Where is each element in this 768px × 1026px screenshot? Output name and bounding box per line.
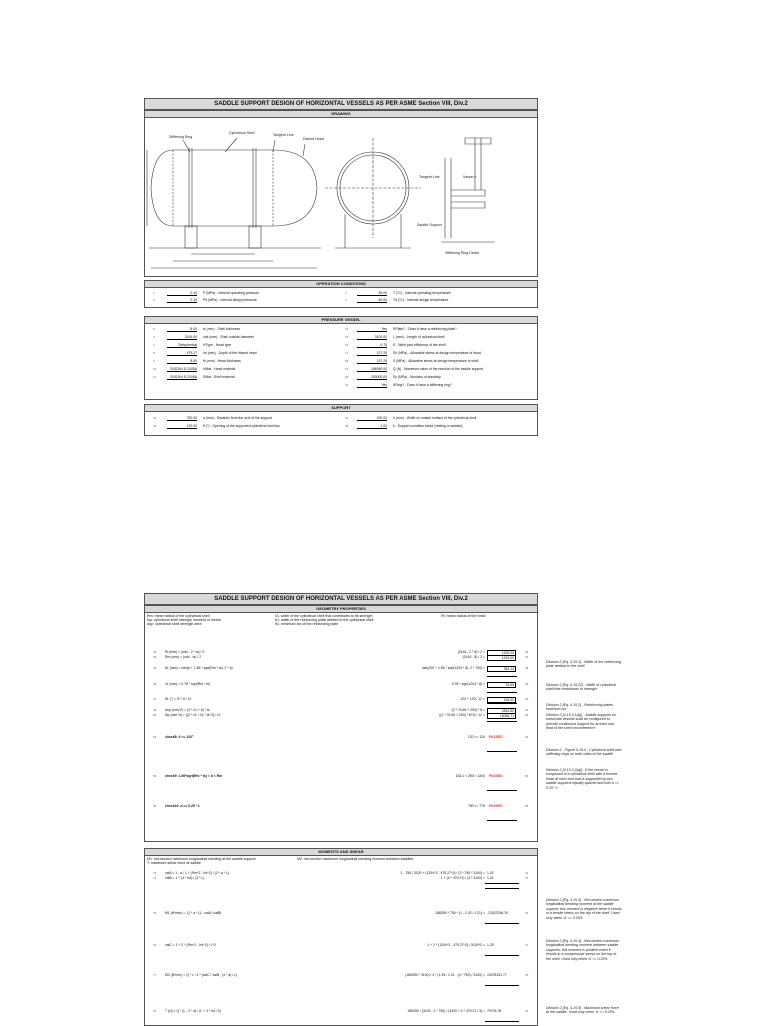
sup-row-value: 750.00 [167,416,197,421]
ms-formula: M2 (N*mm) = Q * L / 4 * (valC / valB - (4 * a) / L) [165,973,238,977]
ms-note: Division 2 [Eq. 4.15.5] - Maximum shear force at the saddle. Used only when 'a' <= 0.25*L [546,1006,619,1015]
ms-calc: 1 + (4 * 479.27) / (3 * 3100) = [440,876,485,880]
pv-row-num-2: 15 [345,335,349,339]
geo-num-2: 49 [525,682,529,686]
check-num-2: 54 [525,774,529,778]
check-num: 51 [153,735,157,739]
legend-theta1: θ1: minimum arc of the reinforcing plate [275,622,339,626]
pv-row-label-2: Q (N) - Maximum value of the reaction of the saddle support [393,367,484,371]
pv-row-num: 8 [153,351,155,355]
pv-row-value-2: Yes [357,327,387,332]
op-row-num: 2 [153,298,155,302]
ms-underline [485,883,519,884]
geo-note: Division 2 [Eq. 4.15.1] - Width of the reinforcing plate welded to the shell [546,660,622,669]
pv-row-value-2: 137.29 [357,359,387,364]
ms-num: 76 [153,943,157,947]
check-underline [487,790,517,791]
geo-num-2: 46 [525,650,529,654]
geo-num: 46 [153,666,157,670]
ms-value: 79703.78 [487,1009,502,1013]
sup-row-num: 22 [153,416,157,420]
pv-row-label: HMat - Head material [203,367,236,371]
geo-calc: (2416 - 8) / 2 = [462,655,485,659]
pv-row-num-2: 18 [345,359,349,363]
pv-row-num: 11 [153,375,157,379]
pv-row-num-2: 21 [345,383,349,387]
check-status: PASSED [489,804,503,808]
ms-value: 1.21 [487,876,494,880]
pv-row-num-2: 17 [345,351,349,355]
ms-underline [485,888,519,889]
label-tangent-line: Tangent Line [273,133,294,137]
geo-num: 45 [153,650,157,654]
geo-formula: Rt (mm) = (ods - 2 * ts) / 2 [165,650,205,654]
pressure-vessel-header: PRESSURE VESSEL [145,317,537,324]
ms-num: 77 [153,973,157,977]
geo-num: 48 [153,682,157,686]
check-underline [487,751,517,752]
ms-note: Division 2 [Eq. 4.15.3] - Net-section maximum longitudinal bending moment at the saddle support; this moment is negative when it results in a tensile stress on the top of the shell. Used only when 'a' <= 0.25*L [546,898,622,920]
label-cylindrical-shell: Cylindrical Shell [229,131,255,135]
op-row-value-2: 60.00 [357,298,387,303]
sup-row-num-2: 25 [345,424,349,428]
sup-row-value: 120.00 [167,424,197,429]
label-stiffening-detail: Stiffening Ring Detail [445,251,479,255]
pv-row-label: hd (mm) - Depth of the dished head [203,351,257,355]
geo-num: 49 [153,708,157,712]
pv-row-num-2: 14 [345,327,349,331]
pv-row-label-2: Sh (MPa) - Allowable stress at design temperature of head [393,351,481,355]
check-formula: check10: a <= 0.25 * L [165,804,201,808]
pv-row-label: SMat - Shell material [203,375,235,379]
op-row-num-2: 4 [345,298,347,302]
legend-t: T: maximum shear force at saddle [147,861,201,865]
geo-formula: Rm (mm) = (ods - ts) / 2 [165,655,202,659]
sup-row-label-2: b (mm) - Width of contact surface of the cylindrical shell [393,416,477,420]
ms-num-2: 77 [525,943,529,947]
ms-value: 1.25 [487,943,494,947]
label-saddle-support: Saddle Support [417,223,442,227]
geo-value: 76.55 [487,682,516,688]
pv-row-label-2: Ey (MPa) - Modulus of elasticity [393,375,441,379]
geo-num-2: 48 [525,666,529,670]
vessel-side-outline [151,150,317,226]
pv-row-label: th (mm) - Head thickness [203,359,241,363]
ms-calc: 186390 * (3100 - 2 * 750) / (3100 + 4 * 479.27 / 3) = [407,1009,485,1013]
support-section [144,404,538,436]
pv-row-label-2: RPlate? - Does it have a reinforcing plate? [393,327,457,331]
pv-row-label-2: L (mm) - Length of cylindrical shell [393,335,445,339]
pv-row-num: 7 [153,343,155,347]
geo-value: 15066.71 [487,713,516,719]
ms-formula: T (N) = Q * (L - 2 * a) / (L + 4 * hd / 3) [165,1009,221,1013]
geo-num-2: 47 [525,655,529,659]
pressure-vessel-section [144,316,538,400]
label-stiffening-ring: Stiffening Ring [169,135,193,139]
detail-shell [445,158,451,238]
pv-row-label: ods (mm) - Shell outside diameter [203,335,254,339]
ms-num: 74 [153,876,157,880]
ms-num-2: 74 [525,871,529,875]
pv-row-value: 8.00 [167,327,197,332]
label-vessel: Vessel c [463,175,477,179]
legend-rm: Rm: mean radius of the cylindrical shell [147,614,210,618]
geo-num: 45 [153,655,157,659]
geo-value: 1200.00 [487,650,516,656]
geo-value: 2824.80 [487,708,516,714]
legend-asp: Asp: cylindrical shell strength area [147,622,202,626]
legend-rt: Rt: mean radius of the head [441,614,486,618]
sheet-1-title: SADDLE SUPPORT DESIGN OF HORIZONTAL VESSELS AS PER ASME Section VIII, Div.2 [144,98,538,110]
geo-note: Division 2 [Eq. 4.15.2] - Reinforcing plates minimum arc [546,703,613,712]
check-note: Division 2 [4.15.3.1(b)] - Saddle supports for horizontal vessels shall be configured to provide continuous support for at least one-third of the shell circumference [546,713,617,731]
geo-note: Division 2 [Eq. 4.15.22] - Width of cylindrical shell that contributes to strength [546,683,617,692]
ms-num-2: 76 [525,911,529,915]
pv-row-num: 5 [153,327,155,331]
check-num: 53 [153,804,157,808]
geo-formula: Isp (mm^4) = ((2 * x1 + b) * ts^3) / 12 [165,713,221,717]
ms-num-2: 79 [525,1009,529,1013]
geo-num-2: 52 [525,713,529,717]
op-row-num: 1 [153,291,155,295]
pv-row-num: 9 [153,359,155,363]
pv-row-label-2: SRing? - Does it have a stiffening ring? [393,383,452,387]
geo-formula: θ1 (°) = θ + θ / 12 [165,697,192,701]
check-calc: 120 >= 120 [467,735,485,739]
ms-formula: valA = 1 - a / L + (Rm^2 - hd^2) / (2 * a * L) [165,871,229,875]
ms-num: 78 [153,1009,157,1013]
pv-row-value: SUS304 S-2008A [167,375,197,380]
op-row-value: 0.10 [167,291,197,296]
geo-num: 50 [153,713,157,717]
check-status: PASSED [489,774,503,778]
sup-row-num: 23 [153,424,157,428]
geo-calc: 120 + 120 / 12 = [460,697,485,701]
ms-underline [485,1021,519,1022]
ms-underline [485,955,519,956]
label-dished-head: Dished Head [303,137,324,141]
pv-row-value-2: 0.70 [357,343,387,348]
geo-value: 353.13 [487,666,516,672]
moments-header: MOMENTS AND SHEAR [145,849,537,856]
check-num-2: 53 [525,735,529,739]
sup-row-value-2: 200.00 [357,416,387,421]
support-header: SUPPORT [145,405,537,412]
geo-calc: min(200 + 1.56 * sqrt(1204 * 8), 2 * 750) = [421,666,485,670]
ms-calc: (186390 * 3100) / 4 * (1.25 / 1.21 - (4 * 750) / 3100) = [405,973,485,977]
ms-value: 10378151.77 [487,973,507,977]
ms-value: -21523766.19 [487,911,508,915]
operation-header: OPERATION CONDITIONS [145,281,537,288]
op-row-label: Pd (MPa) - Internal design pressure [203,298,257,302]
geo-formula: Asp (mm^2) = (2 * x1 + b) * ts [165,708,210,712]
geo-underline [487,692,517,693]
pv-row-label: ts (mm) - Shell thickness [203,327,241,331]
pv-row-num-2: 20 [345,375,349,379]
label-tangent-line-2: Tangent Line [419,175,440,179]
sup-row-value-2: 1.00 [357,424,387,429]
legend-m1: M1: net-section maximum longitudinal bending at the saddle support [147,857,256,861]
ms-num: 73 [153,871,157,875]
pv-row-num: 10 [153,367,157,371]
op-row-value: 0.10 [167,298,197,303]
geo-formula: x1 (mm) = 0.78 * sqrt(Rm * ts) [165,682,211,686]
ms-calc: 1 - 750 / 3100 + (1204^2 - 479.27^2) / (2 * 750 * 3100) = [400,871,485,875]
ms-formula: valB = 1 + (4 * hd) / (3 * L) [165,876,205,880]
geo-formula: b1 (mm) = min(b + 1.56 * sqrt(Rm * ts), 2 * a) [165,666,233,670]
check-note: Division 2 - Figure 4.15.4 - Cylindrical shell with stiffening rings on both sides of the saddle [546,748,622,757]
pv-row-value-2: Yes [357,383,387,388]
left-saddle [185,226,197,248]
legend-b1: b1: width of the reinforcing plate welded to the cylindrical shell [275,618,374,622]
pv-row-value-2: 137.29 [357,351,387,356]
check-note: Division 2 [4.15.3.2(a)] - If the vessel is composed of a cylindrical shell with a formed head at each end that is supported by two saddle supports equally spaced and with a <= 0.25 * L [546,768,619,790]
right-saddle [249,226,261,248]
legend-isp: Isp: cylindrical shell strength moment of inertia [147,618,221,622]
ms-underline [485,985,519,986]
geo-calc: (2416 - 2 * 8) / 2 = [457,650,485,654]
op-row-label-2: T (°C) - Internal operating temperature [393,291,451,295]
op-row-label: P (MPa) - Internal operating pressure [203,291,259,295]
geo-num-2: 51 [525,708,529,712]
op-row-num-2: 3 [345,291,347,295]
sup-row-label-2: k - Support condition factor (resting or welded) [393,424,463,428]
pv-row-label-2: E - Weld joint efficiency of the shell [393,343,446,347]
sheet-2 [144,593,538,1024]
sheet-1 [144,98,538,443]
check-num: 52 [153,774,157,778]
sup-row-label: a (mm) - Distance from the axis of the support [203,416,272,420]
op-row-value-2: 35.00 [357,291,387,296]
pv-row-value: 8.00 [167,359,197,364]
sheet-2-title: SADDLE SUPPORT DESIGN OF HORIZONTAL VESSELS AS PER ASME Section VIII, Div.2 [144,593,538,605]
ms-underline [485,923,519,924]
ms-formula: valC = 1 + 2 * (Rm^2 - hd^2) / L^2 [165,943,216,947]
sup-row-label: θ (°) - Opening of the supported cylindrical shell arc [203,424,281,428]
geo-calc: ((2 * 76.55 + 200) * 8^3) / 12 = [439,713,485,717]
pv-row-num-2: 19 [345,367,349,371]
geo-num: 47 [153,697,157,701]
geo-num-2: 50 [525,697,529,701]
pv-row-num-2: 16 [345,343,349,347]
check-calc: 750 <= 775 [467,804,485,808]
geo-calc: 0.78 * sqrt(1204 * 8) = [451,682,485,686]
check-calc: 153.1 < 250 < 1204 [455,774,485,778]
check-status: PASSED [489,735,503,739]
pv-row-value: Torispherical [167,343,197,348]
ms-num-2: 78 [525,973,529,977]
pv-row-value: SUS304 S-2008A [167,367,197,372]
pv-row-value: 479.27 [167,351,197,356]
ms-calc: -186390 * 750 * (1 - 1.02 / 1.21) = [434,911,485,915]
pv-row-label-2: S (MPa) - Allowable stress at design temperature of shell [393,359,479,363]
ms-formula: M1 (N*mm) = -Q * a * (1 - valA / valB) [165,911,222,915]
geometry-header: GEOMETRY PROPERTIES [145,606,537,613]
ms-num: 75 [153,911,157,915]
geo-underline [487,703,517,704]
check-num-2: 55 [525,804,529,808]
pv-row-value: 2416.00 [167,335,197,340]
geometry-section [144,605,538,842]
geo-value: 130.00 [487,697,516,703]
check-formula: check9: 1.56*sqrt(Rm * ts) < b < Rm [165,774,223,778]
pv-row-value-2: 186390.00 [357,367,387,372]
ms-num-2: 75 [525,876,529,880]
pv-row-value-2: 3100.00 [357,335,387,340]
check-formula: check8: θ >= 120° [165,735,194,739]
operation-section [144,280,538,308]
moments-section [144,848,538,1026]
geo-underline [487,721,517,722]
ms-value: 1.02 [487,871,494,875]
drawing-header: DRAWING [145,111,537,118]
sup-row-num-2: 24 [345,416,349,420]
pv-row-num: 6 [153,335,155,339]
ms-note: Division 2 [Eq. 4.15.4] - Net-section maximum longitudinal bending moment between saddle supports; this moment is positive when it results in a compressive stress on the top of the shell. Used only when 'a' <= 0.25*L [546,939,619,961]
geo-value: 1204.00 [487,655,516,661]
ms-calc: 1 + 2 * (1204^2 - 479.27^2) / 3100^2 = [427,943,485,947]
drawing-section [144,110,538,277]
op-row-label-2: Td (°C) - Internal design temperature [393,298,449,302]
pv-row-value-2: 200000.00 [357,375,387,380]
legend-x1: x1: width of the cylindrical shell that contributes to its strength [275,614,373,618]
geo-calc: (2 * 76.55 + 200) * 8 = [451,708,485,712]
legend-m2: M2: net-section maximum longitudinal bending moment between saddles [297,857,414,861]
pv-row-label: HType - Head type [203,343,232,347]
check-underline [487,820,517,821]
vessel-drawing [145,118,537,276]
geo-underline [487,676,517,677]
